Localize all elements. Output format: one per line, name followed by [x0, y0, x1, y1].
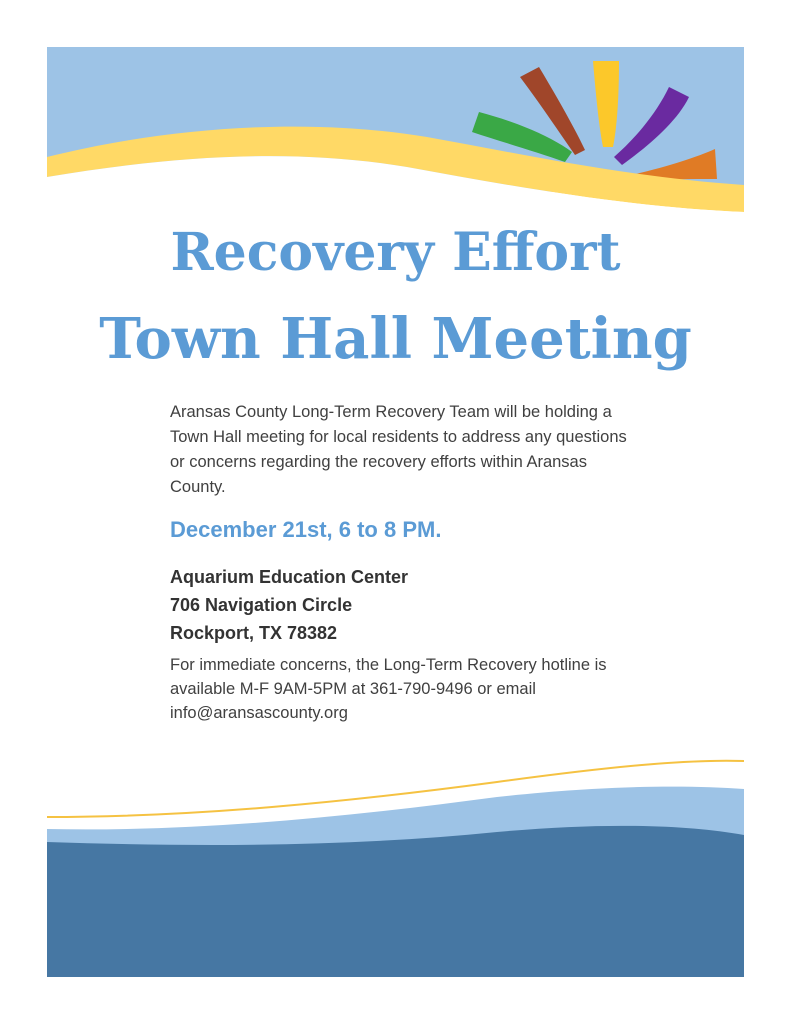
header-sun-wave-graphic [47, 47, 744, 217]
street-address: 706 Navigation Circle [170, 595, 353, 615]
city-state-zip: Rockport, TX 78382 [170, 623, 338, 643]
title-line-2: Town Hall Meeting [99, 306, 692, 372]
event-date: December 21st, 6 to 8 PM. [170, 517, 442, 542]
deep-blue-wave [47, 826, 744, 977]
footer-wave-graphic [47, 747, 744, 977]
title-line-1: Recovery Effort [170, 222, 621, 283]
intro-paragraph: Aransas County Long-Term Recovery Team will be holding a Town Hall meeting for local residents to address any questions or concerns regarding the recovery efforts within Aransas County. [170, 403, 627, 496]
contact-paragraph: For immediate concerns, the Long-Term Recovery hotline is available M-F 9AM-5PM at 361-790-9496 or email info@aransascounty.org [170, 656, 607, 722]
venue-name: Aquarium Education Center [170, 567, 409, 587]
flyer [47, 47, 744, 977]
